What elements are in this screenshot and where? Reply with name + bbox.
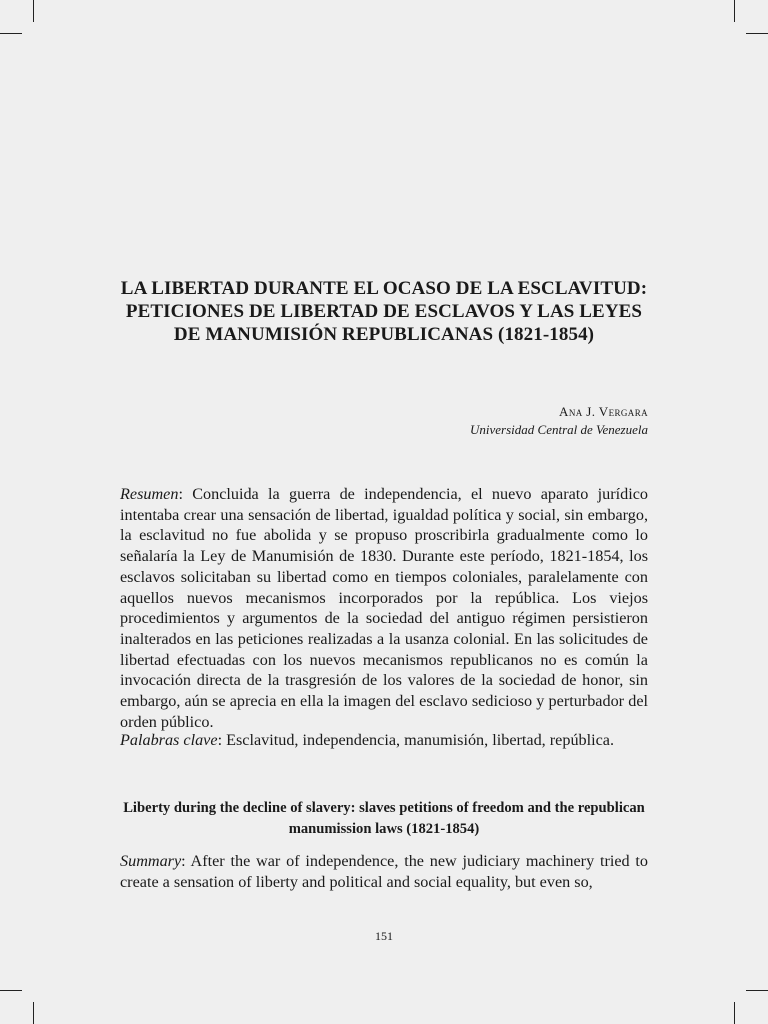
crop-mark <box>0 33 22 34</box>
keywords-label: Palabras clave <box>120 731 218 749</box>
keywords-text: : Esclavitud, independencia, manumisión, libertad, república. <box>217 731 615 749</box>
page-number: 151 <box>375 929 393 943</box>
abstract-label: Resumen <box>120 485 179 503</box>
crop-mark <box>0 990 22 991</box>
summary-text: : After the war of independence, the new judiciary machinery tried to create a sensation of liberty and political and social equality, but even so, <box>120 852 648 891</box>
crop-mark <box>746 33 768 34</box>
summary-paragraph <box>120 851 648 893</box>
author-affiliation: Universidad Central de Venezuela <box>470 422 648 437</box>
keywords-paragraph <box>120 730 648 751</box>
article-title: LA LIBERTAD DURANTE EL OCASO DE LA ESCLAVITUD: PETICIONES DE LIBERTAD DE ESCLAVOS Y LAS LEYES DE MANUMISIÓN REPUBLICANAS (1821-1854) <box>120 278 648 345</box>
author-name: Ana J. Vergara <box>559 404 648 419</box>
crop-mark <box>734 1002 735 1024</box>
crop-mark <box>746 990 768 991</box>
crop-mark <box>33 0 34 22</box>
summary-label: Summary <box>120 852 182 870</box>
crop-mark <box>33 1002 34 1024</box>
abstract-paragraph <box>120 484 648 732</box>
crop-mark <box>734 0 735 22</box>
abstract-text: : Concluida la guerra de independencia, el nuevo aparato jurídico intentaba crear una sensación de libertad, igualdad política y social, sin embargo, la esclavitud no fue abolida y se propuso proscribirla gradualmente como lo señalaría la Ley de Manumisión de 1830. Durante este período, 1821-1854, los esclavos solicitaban su libertad como en tiempos coloniales, paralelamente con aquellos nuevos mecanismos incorporados por la república. Los viejos procedimientos y argumentos de la sociedad del antiguo régimen persistieron inalterados en las peticiones realizadas a la usanza colonial. En las solicitudes de libertad efectuadas con los nuevos mecanismos republicanos no es común la invocación directa de la trasgresión de los valores de la sociedad de honor, sin embargo, aún se aprecia en ella la imagen del esclavo sedicioso y perturbador del orden público. <box>120 485 648 731</box>
english-title: Liberty during the decline of slavery: slaves petitions of freedom and the republican manumission laws (1821-1854) <box>123 800 645 837</box>
author-block <box>470 403 648 439</box>
